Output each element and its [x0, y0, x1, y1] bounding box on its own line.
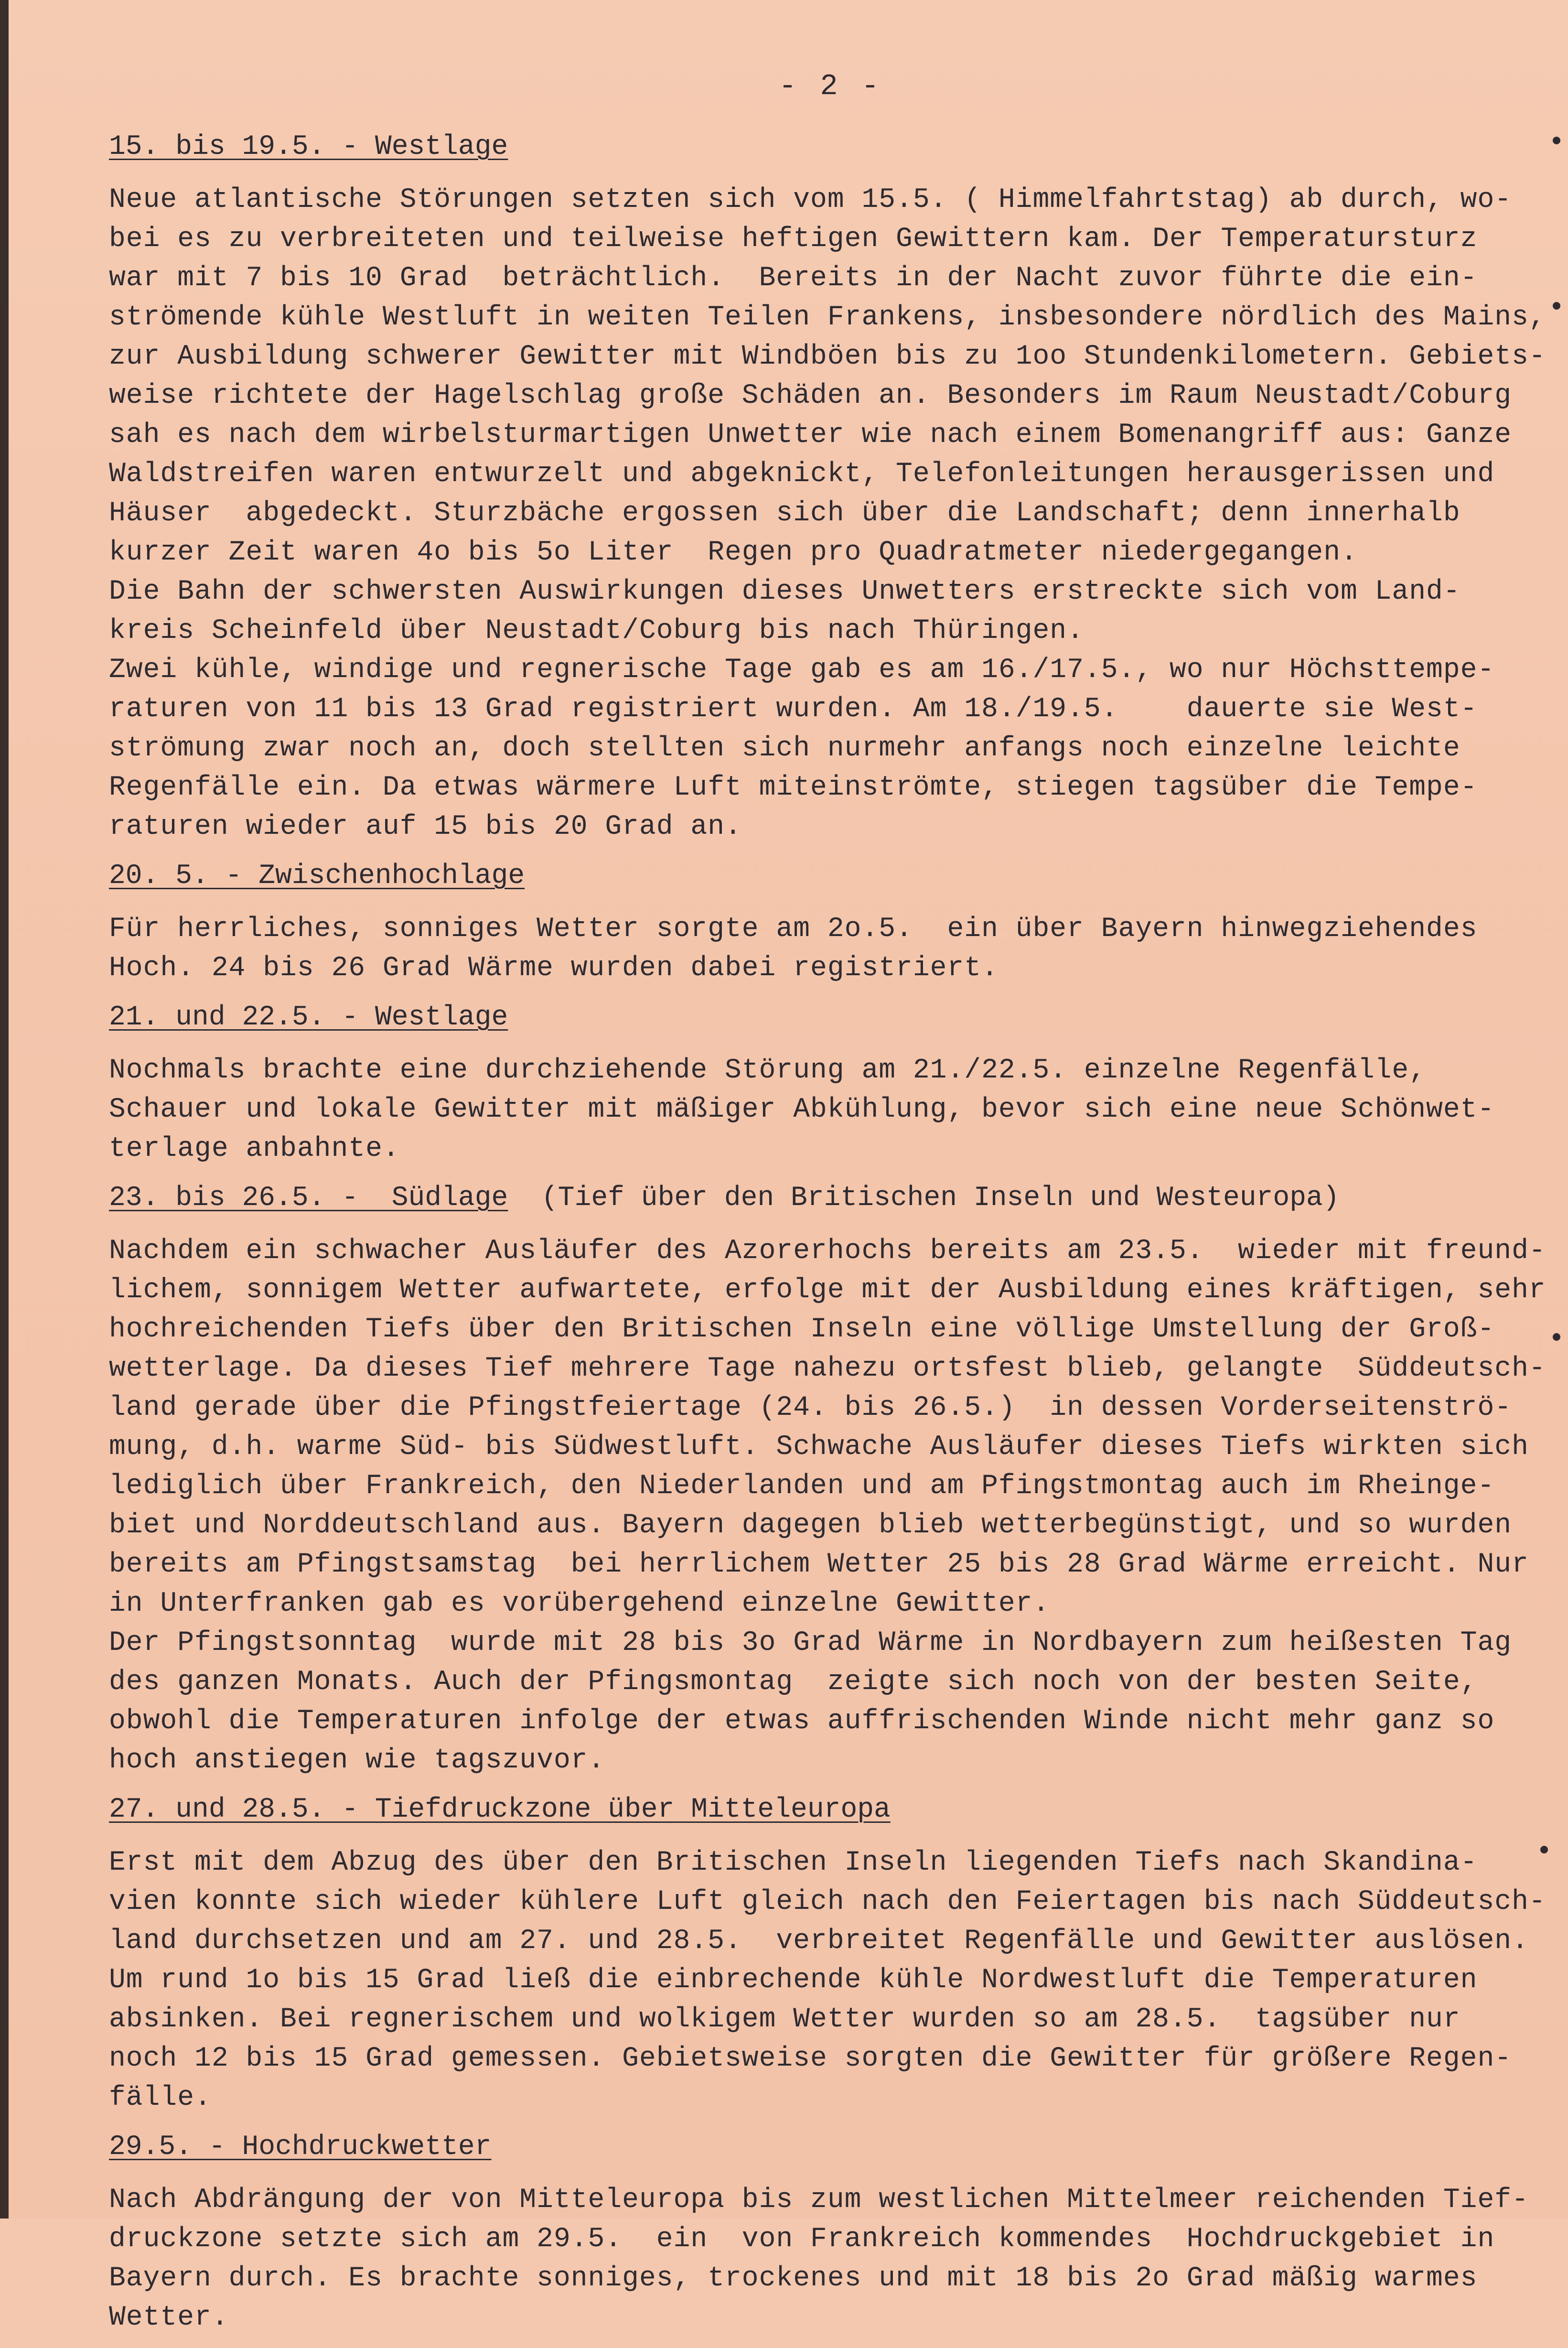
- margin-dot-mark: [1553, 1333, 1560, 1341]
- section-heading: [109, 128, 1547, 166]
- section: [109, 999, 1547, 1169]
- text-line: Häuser abgedeckt. Sturzbäche ergossen sich über die Landschaft; denn innerhalb: [109, 498, 1461, 529]
- text-line: zur Ausbildung schwerer Gewitter mit Windböen bis zu 1oo Stundenkilometern. Gebiets-: [109, 341, 1546, 372]
- text-line: Hoch. 24 bis 26 Grad Wärme wurden dabei registriert.: [109, 953, 999, 984]
- text-line: hoch anstiegen wie tagszuvor.: [109, 1745, 605, 1776]
- text-line: war mit 7 bis 10 Grad beträchtlich. Bereits in der Nacht zuvor führte die ein-: [109, 263, 1478, 294]
- text-line: vien konnte sich wieder kühlere Luft gleich nach den Feiertagen bis nach Süddeutsch-: [109, 1886, 1546, 1917]
- page-number: - 2 -: [778, 69, 882, 103]
- section: [109, 1791, 1547, 2118]
- text-line: Regenfälle ein. Da etwas wärmere Luft miteinströmte, stiegen tagsüber die Tempe-: [109, 772, 1478, 803]
- text-line: bei es zu verbreiteten und teilweise heftigen Gewittern kam. Der Temperatursturz: [109, 224, 1478, 255]
- text-line: terlage anbahnte.: [109, 1133, 400, 1164]
- text-line: Für herrliches, sonniges Wetter sorgte am 2o.5. ein über Bayern hinwegziehendes: [109, 914, 1478, 945]
- text-line: Wetter.: [109, 2302, 229, 2333]
- text-line: land gerade über die Pfingstfeiertage (24. bis 26.5.) in dessen Vorderseitenströ-: [109, 1392, 1512, 1423]
- text-line: Nochmals brachte eine durchziehende Störung am 21./22.5. einzelne Regenfälle,: [109, 1055, 1427, 1086]
- text-line: Zwei kühle, windige und regnerische Tage gab es am 16./17.5., wo nur Höchsttempe-: [109, 655, 1495, 686]
- text-line: hochreichenden Tiefs über den Britischen Inseln eine völlige Umstellung der Groß-: [109, 1314, 1495, 1345]
- section: [109, 128, 1547, 847]
- text-line: Schauer und lokale Gewitter mit mäßiger Abkühlung, bevor sich eine neue Schönwet-: [109, 1094, 1495, 1125]
- text-line: obwohl die Temperaturen infolge der etwas auffrischenden Winde nicht mehr ganz so: [109, 1706, 1495, 1737]
- section-heading: [109, 2128, 1547, 2166]
- text-line: des ganzen Monats. Auch der Pfingsmontag zeigte sich noch von der besten Seite,: [109, 1667, 1478, 1698]
- text-line: in Unterfranken gab es vorübergehend einzelne Gewitter.: [109, 1588, 1050, 1619]
- text-line: absinken. Bei regnerischem und wolkigem Wetter wurden so am 28.5. tagsüber nur: [109, 2004, 1461, 2035]
- text-line: Um rund 1o bis 15 Grad ließ die einbrechende kühle Nordwestluft die Temperaturen: [109, 1965, 1478, 1996]
- text-line: weise richtete der Hagelschlag große Schäden an. Besonders im Raum Neustadt/Coburg: [109, 380, 1512, 411]
- margin-dot-mark: [1553, 137, 1560, 144]
- section-heading-title: 29.5. - Hochdruckwetter: [109, 2132, 492, 2163]
- section-heading: [109, 1179, 1547, 1217]
- section-heading-title: 20. 5. - Zwischenhochlage: [109, 861, 525, 892]
- text-line: lediglich über Frankreich, den Niederlanden und am Pfingstmontag auch im Rheinge-: [109, 1471, 1495, 1502]
- section-heading-title: 15. bis 19.5. - Westlage: [109, 131, 508, 162]
- text-line: sah es nach dem wirbelsturmartigen Unwetter wie nach einem Bomenangriff aus: Ganze: [109, 420, 1512, 451]
- document-body: [109, 128, 1547, 2348]
- text-line: mung, d.h. warme Süd- bis Südwestluft. Schwache Ausläufer dieses Tiefs wirkten sich: [109, 1432, 1529, 1463]
- text-line: kreis Scheinfeld über Neustadt/Coburg bis nach Thüringen.: [109, 615, 1084, 646]
- section-heading: [109, 857, 1547, 895]
- text-line: strömende kühle Westluft in weiten Teilen Frankens, insbesondere nördlich des Mains,: [109, 302, 1546, 333]
- text-line: Bayern durch. Es brachte sonniges, trockenes und mit 18 bis 2o Grad mäßig warmes: [109, 2263, 1478, 2294]
- text-line: biet und Norddeutschland aus. Bayern dagegen blieb wetterbegünstigt, und so wurden: [109, 1510, 1512, 1541]
- section-heading-title: 27. und 28.5. - Tiefdruckzone über Mitteleuropa: [109, 1794, 891, 1825]
- section-heading-note: (Tief über den Britischen Inseln und Westeuropa): [508, 1183, 1340, 1214]
- section: [109, 2128, 1547, 2337]
- margin-dot-mark: [1553, 302, 1560, 310]
- text-line: strömung zwar noch an, doch stellten sich nurmehr anfangs noch einzelne leichte: [109, 733, 1461, 764]
- text-line: wetterlage. Da dieses Tief mehrere Tage nahezu ortsfest blieb, gelangte Süddeutsch-: [109, 1353, 1546, 1384]
- text-line: lichem, sonnigem Wetter aufwartete, erfolge mit der Ausbildung eines kräftigen, sehr: [109, 1275, 1546, 1306]
- section: [109, 1179, 1547, 1780]
- text-line: Nachdem ein schwacher Ausläufer des Azorerhochs bereits am 23.5. wieder mit freund-: [109, 1236, 1546, 1267]
- section-heading: [109, 1791, 1547, 1829]
- text-line: noch 12 bis 15 Grad gemessen. Gebietsweise sorgten die Gewitter für größere Regen-: [109, 2043, 1512, 2074]
- text-line: Der Pfingstsonntag wurde mit 28 bis 3o Grad Wärme in Nordbayern zum heißesten Tag: [109, 1627, 1512, 1659]
- section: [109, 857, 1547, 988]
- text-line: raturen von 11 bis 13 Grad registriert wurden. Am 18./19.5. dauerte sie West-: [109, 694, 1478, 725]
- text-line: fälle.: [109, 2082, 212, 2113]
- text-line: Waldstreifen waren entwurzelt und abgeknickt, Telefonleitungen herausgerissen und: [109, 459, 1495, 490]
- text-line: land durchsetzen und am 27. und 28.5. verbreitet Regenfälle und Gewitter auslösen.: [109, 1926, 1529, 1957]
- section-heading-title: 21. und 22.5. - Westlage: [109, 1002, 508, 1033]
- text-line: Nach Abdrängung der von Mitteleuropa bis zum westlichen Mittelmeer reichenden Tief-: [109, 2185, 1529, 2216]
- text-line: raturen wieder auf 15 bis 20 Grad an.: [109, 811, 742, 842]
- section-heading-title: 23. bis 26.5. - Südlage: [109, 1183, 508, 1214]
- margin-dot-mark: [1540, 1846, 1548, 1853]
- section-heading: [109, 999, 1547, 1037]
- text-line: Die Bahn der schwersten Auswirkungen dieses Unwetters erstreckte sich vom Land-: [109, 576, 1461, 607]
- text-line: Neue atlantische Störungen setzten sich vom 15.5. ( Himmelfahrtstag) ab durch, wo-: [109, 184, 1512, 215]
- text-line: druckzone setzte sich am 29.5. ein von Frankreich kommendes Hochdruckgebiet in: [109, 2224, 1495, 2255]
- text-line: Erst mit dem Abzug des über den Britischen Inseln liegenden Tiefs nach Skandina-: [109, 1847, 1478, 1878]
- text-line: bereits am Pfingstsamstag bei herrlichem Wetter 25 bis 28 Grad Wärme erreicht. Nur: [109, 1549, 1529, 1580]
- text-line: kurzer Zeit waren 4o bis 5o Liter Regen pro Quadratmeter niedergegangen.: [109, 537, 1358, 568]
